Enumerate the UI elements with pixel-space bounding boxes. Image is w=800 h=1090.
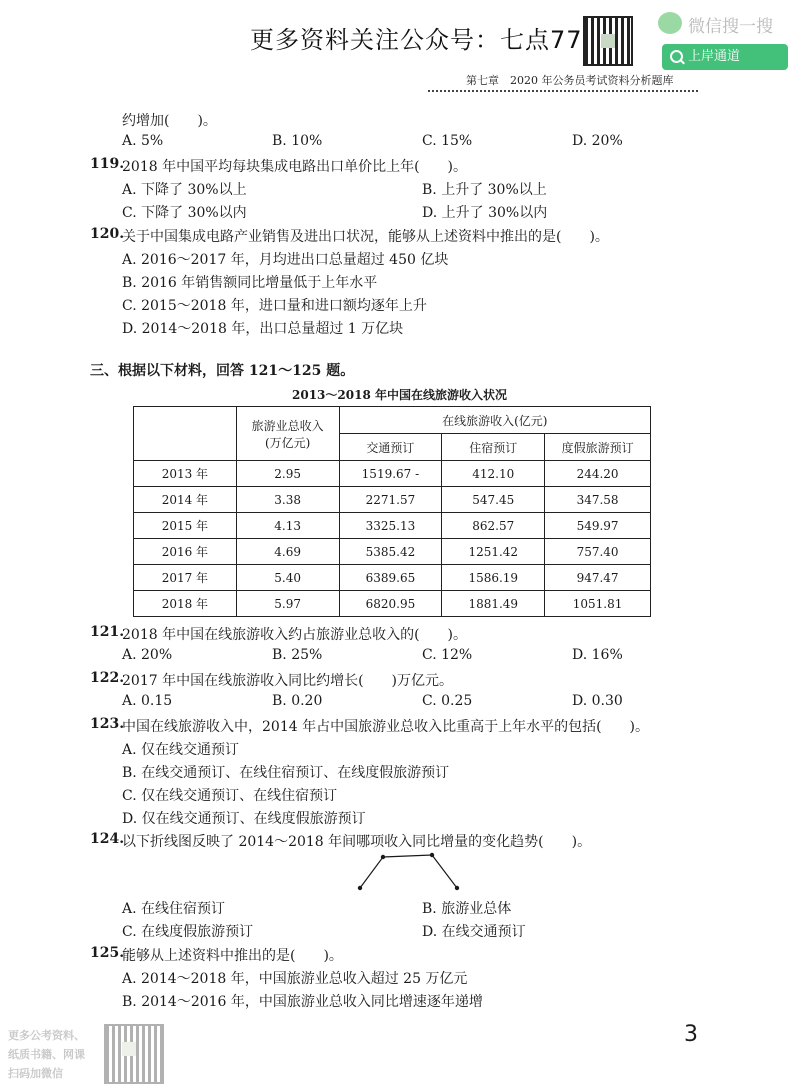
trend-line (360, 855, 457, 888)
q118-stem-tail: 约增加( )。 (122, 113, 217, 129)
trend-point (455, 886, 459, 890)
vacation-cell: 1051.81 (545, 591, 651, 617)
q124-option-b: B. 旅游业总体 (422, 901, 512, 917)
header-title: 更多资料关注公众号：七点77 (250, 26, 583, 54)
q125-number: 125. (90, 945, 125, 961)
header-divider (428, 90, 698, 92)
q118-option-b: B. 10% (272, 133, 323, 149)
section-heading: 三、根据以下材料，回答 121～125 题。 (90, 363, 355, 379)
table-row (134, 513, 651, 539)
footer-note-line: 纸质书籍、网课 (8, 1048, 85, 1061)
year-cell: 2015 年 (134, 513, 237, 539)
q124-option-a: A. 在线住宿预订 (122, 901, 226, 917)
trend-line-figure (350, 850, 470, 894)
header-vacation: 度假旅游预订 (545, 434, 651, 461)
table-row (134, 461, 651, 487)
chapter-header: 第七章 2020 年公务员考试资料分析题库 (466, 74, 674, 87)
q120-option-d: D. 2014～2018 年，出口总量超过 1 万亿块 (122, 321, 404, 337)
trend-point (358, 886, 362, 890)
transport-cell: 3325.13 (339, 513, 442, 539)
q122-number: 122. (90, 670, 125, 686)
q122-stem: 2017 年中国在线旅游收入同比约增长( )万亿元。 (122, 673, 454, 689)
q118-option-a: A. 5% (122, 133, 164, 149)
table-row (134, 539, 651, 565)
search-entry-button[interactable]: 上岸通道 (662, 44, 788, 70)
wechat-logo-icon (658, 12, 682, 34)
q119-option-c: C. 下降了 30%以内 (122, 205, 247, 221)
q124-option-c: C. 在线度假旅游预订 (122, 924, 254, 940)
lodging-cell: 412.10 (442, 461, 545, 487)
header-online-revenue: 在线旅游收入(亿元) (339, 407, 650, 434)
q122-option-a: A. 0.15 (122, 693, 173, 709)
year-cell: 2016 年 (134, 539, 237, 565)
footer-qr-code-icon (104, 1024, 164, 1084)
trend-point (430, 853, 434, 857)
search-icon (670, 50, 683, 63)
q120-option-c: C. 2015～2018 年，进口量和进口额均逐年上升 (122, 298, 427, 314)
q121-option-c: C. 12% (422, 647, 473, 663)
q120-number: 120. (90, 226, 125, 242)
q120-stem: 关于中国集成电路产业销售及进出口状况，能够从上述资料中推出的是( )。 (122, 229, 609, 245)
q122-option-b: B. 0.20 (272, 693, 323, 709)
q119-number: 119. (90, 156, 125, 172)
q123-stem: 中国在线旅游收入中，2014 年占中国旅游业总收入比重高于上年水平的包括( )。 (122, 719, 650, 735)
header-lodging: 住宿预订 (442, 434, 545, 461)
table-corner-cell (134, 407, 237, 461)
vacation-cell: 347.58 (545, 487, 651, 513)
q123-option-c: C. 仅在线交通预订、在线住宿预订 (122, 788, 338, 804)
total-cell: 5.97 (236, 591, 339, 617)
year-cell: 2014 年 (134, 487, 237, 513)
header-total-line2: (万亿元) (264, 435, 311, 450)
q118-option-d: D. 20% (572, 133, 623, 149)
table-row (134, 565, 651, 591)
q119-option-a: A. 下降了 30%以上 (122, 182, 247, 198)
header-total-line1: 旅游业总收入 (251, 418, 324, 433)
table-row (134, 591, 651, 617)
q119-option-d: D. 上升了 30%以内 (422, 205, 548, 221)
footer-note-line: 更多公考资料、 (8, 1029, 85, 1042)
header-transport: 交通预订 (339, 434, 442, 461)
q123-option-d: D. 仅在线交通预订、在线度假旅游预订 (122, 811, 366, 827)
lodging-cell: 1586.19 (442, 565, 545, 591)
vacation-cell: 947.47 (545, 565, 651, 591)
footer-note-line: 扫码加微信 (8, 1067, 63, 1080)
q120-option-a: A. 2016～2017 年，月均进出口总量超过 450 亿块 (122, 252, 449, 268)
lodging-cell: 1881.49 (442, 591, 545, 617)
q123-number: 123. (90, 716, 125, 732)
q119-stem: 2018 年中国平均每块集成电路出口单价比上年( )。 (122, 159, 468, 175)
trend-point (381, 855, 385, 859)
lodging-cell: 1251.42 (442, 539, 545, 565)
tourism-revenue-table (133, 406, 651, 617)
lodging-cell: 862.57 (442, 513, 545, 539)
q118-option-c: C. 15% (422, 133, 473, 149)
total-cell: 4.69 (236, 539, 339, 565)
vacation-cell: 757.40 (545, 539, 651, 565)
q120-option-b: B. 2016 年销售额同比增量低于上年水平 (122, 275, 378, 291)
wechat-search-label: 微信搜一搜 (688, 17, 773, 37)
year-cell: 2017 年 (134, 565, 237, 591)
vacation-cell: 549.97 (545, 513, 651, 539)
transport-cell: 6820.95 (339, 591, 442, 617)
page-number: 3 (684, 1022, 698, 1047)
total-cell: 5.40 (236, 565, 339, 591)
transport-cell: 1519.67 - (339, 461, 442, 487)
footer-promo-note (8, 1026, 92, 1083)
q121-option-a: A. 20% (122, 647, 173, 663)
q121-number: 121. (90, 624, 125, 640)
header-total-revenue (236, 407, 339, 461)
q119-option-b: B. 上升了 30%以上 (422, 182, 547, 198)
transport-cell: 5385.42 (339, 539, 442, 565)
year-cell: 2018 年 (134, 591, 237, 617)
table-title: 2013～2018 年中国在线旅游收入状况 (292, 388, 507, 402)
q124-stem: 以下折线图反映了 2014～2018 年间哪项收入同比增量的变化趋势( )。 (122, 834, 592, 850)
transport-cell: 2271.57 (339, 487, 442, 513)
total-cell: 2.95 (236, 461, 339, 487)
total-cell: 4.13 (236, 513, 339, 539)
lodging-cell: 547.45 (442, 487, 545, 513)
transport-cell: 6389.65 (339, 565, 442, 591)
q121-stem: 2018 年中国在线旅游收入约占旅游业总收入的( )。 (122, 627, 468, 643)
q125-option-b: B. 2014～2016 年，中国旅游业总收入同比增速逐年递增 (122, 994, 483, 1010)
q124-option-d: D. 在线交通预订 (422, 924, 526, 940)
q121-option-d: D. 16% (572, 647, 623, 663)
q123-option-b: B. 在线交通预订、在线住宿预订、在线度假旅游预订 (122, 765, 450, 781)
q123-option-a: A. 仅在线交通预订 (122, 742, 240, 758)
q122-option-c: C. 0.25 (422, 693, 473, 709)
q122-option-d: D. 0.30 (572, 693, 623, 709)
total-cell: 3.38 (236, 487, 339, 513)
year-cell: 2013 年 (134, 461, 237, 487)
q121-option-b: B. 25% (272, 647, 323, 663)
qr-code-icon (583, 16, 633, 66)
q125-option-a: A. 2014～2018 年，中国旅游业总收入超过 25 万亿元 (122, 971, 468, 987)
q124-number: 124. (90, 831, 125, 847)
vacation-cell: 244.20 (545, 461, 651, 487)
table-row (134, 487, 651, 513)
q125-stem: 能够从上述资料中推出的是( )。 (122, 948, 343, 964)
